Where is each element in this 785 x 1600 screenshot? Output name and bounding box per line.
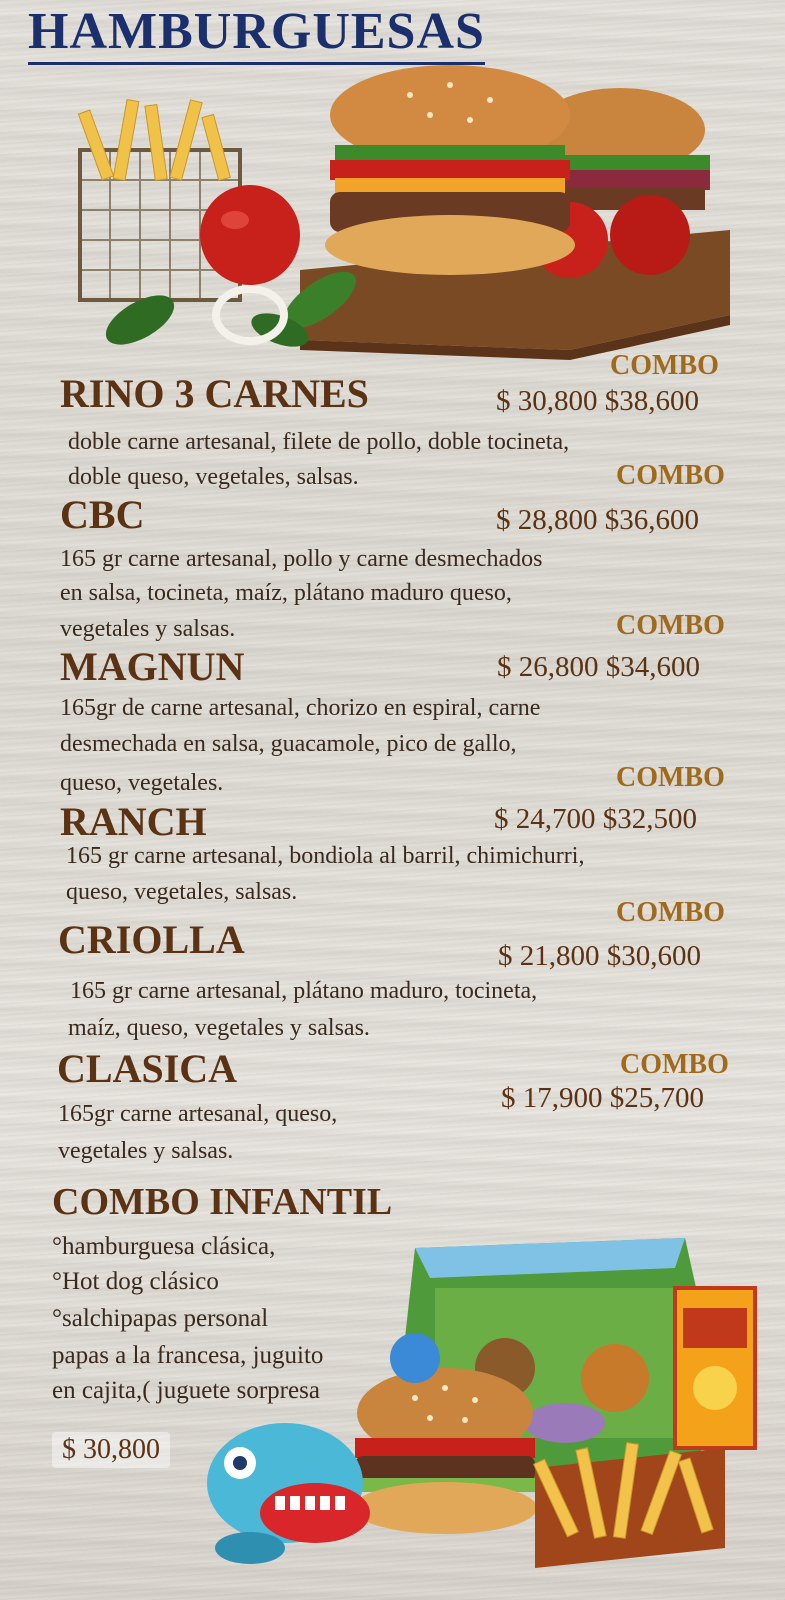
desc-clasica-1: 165gr carne artesanal, queso,	[58, 1101, 338, 1127]
combo-label-cbc: COMBO	[616, 460, 725, 491]
kids-line-2: °Hot dog clásico	[52, 1268, 219, 1295]
price-clasica: $ 17,900 $25,700	[501, 1082, 704, 1114]
combo-label-ranch: COMBO	[616, 762, 725, 793]
desc-magnun-1: 165gr de carne artesanal, chorizo en espiral, carne	[60, 695, 541, 721]
kids-combo-image	[205, 1228, 780, 1590]
combo-label-rino: COMBO	[610, 350, 719, 381]
desc-cbc-2: en salsa, tocineta, maíz, plátano maduro queso,	[60, 580, 512, 606]
burger-fries-image	[50, 60, 740, 360]
price-ranch: $ 24,700 $32,500	[494, 803, 697, 835]
kids-line-1: °hamburguesa clásica,	[52, 1233, 276, 1260]
desc-ranch-2: queso, vegetales, salsas.	[66, 879, 298, 905]
desc-rino-2: doble queso, vegetales, salsas.	[68, 464, 359, 490]
price-magnun: $ 26,800 $34,600	[497, 651, 700, 683]
price-cbc: $ 28,800 $36,600	[496, 504, 699, 536]
kids-combo-title: COMBO INFANTIL	[52, 1181, 393, 1223]
item-name-ranch: RANCH	[60, 799, 207, 844]
price-criolla: $ 21,800 $30,600	[498, 940, 701, 972]
kids-line-5: en cajita,( juguete sorpresa	[52, 1377, 320, 1404]
kids-line-3: °salchipapas personal	[52, 1305, 269, 1332]
desc-ranch-1: 165 gr carne artesanal, bondiola al barril, chimichurri,	[66, 843, 585, 869]
combo-label-criolla: COMBO	[616, 897, 725, 928]
kids-line-4: papas a la francesa, juguito	[52, 1342, 324, 1369]
item-name-rino: RINO 3 CARNES	[60, 371, 369, 416]
desc-rino-1: doble carne artesanal, filete de pollo, doble tocineta,	[68, 429, 570, 455]
desc-clasica-2: vegetales y salsas.	[58, 1138, 234, 1164]
kids-combo-price: $ 30,800	[52, 1432, 170, 1468]
desc-cbc-1: 165 gr carne artesanal, pollo y carne desmechados	[60, 546, 543, 572]
desc-criolla-2: maíz, queso, vegetales y salsas.	[68, 1015, 370, 1041]
combo-label-clasica: COMBO	[620, 1049, 729, 1080]
item-name-magnun: MAGNUN	[60, 644, 245, 689]
item-name-criolla: CRIOLLA	[58, 917, 245, 962]
menu-title: HAMBURGUESAS	[28, 4, 485, 65]
desc-criolla-1: 165 gr carne artesanal, plátano maduro, tocineta,	[70, 978, 538, 1004]
item-name-cbc: CBC	[60, 492, 145, 537]
price-rino: $ 30,800 $38,600	[496, 385, 699, 417]
desc-cbc-3: vegetales y salsas.	[60, 616, 236, 642]
item-name-clasica: CLASICA	[57, 1046, 238, 1091]
desc-magnun-3: queso, vegetales.	[60, 770, 224, 796]
combo-label-magnun: COMBO	[616, 610, 725, 641]
desc-magnun-2: desmechada en salsa, guacamole, pico de gallo,	[60, 731, 517, 757]
